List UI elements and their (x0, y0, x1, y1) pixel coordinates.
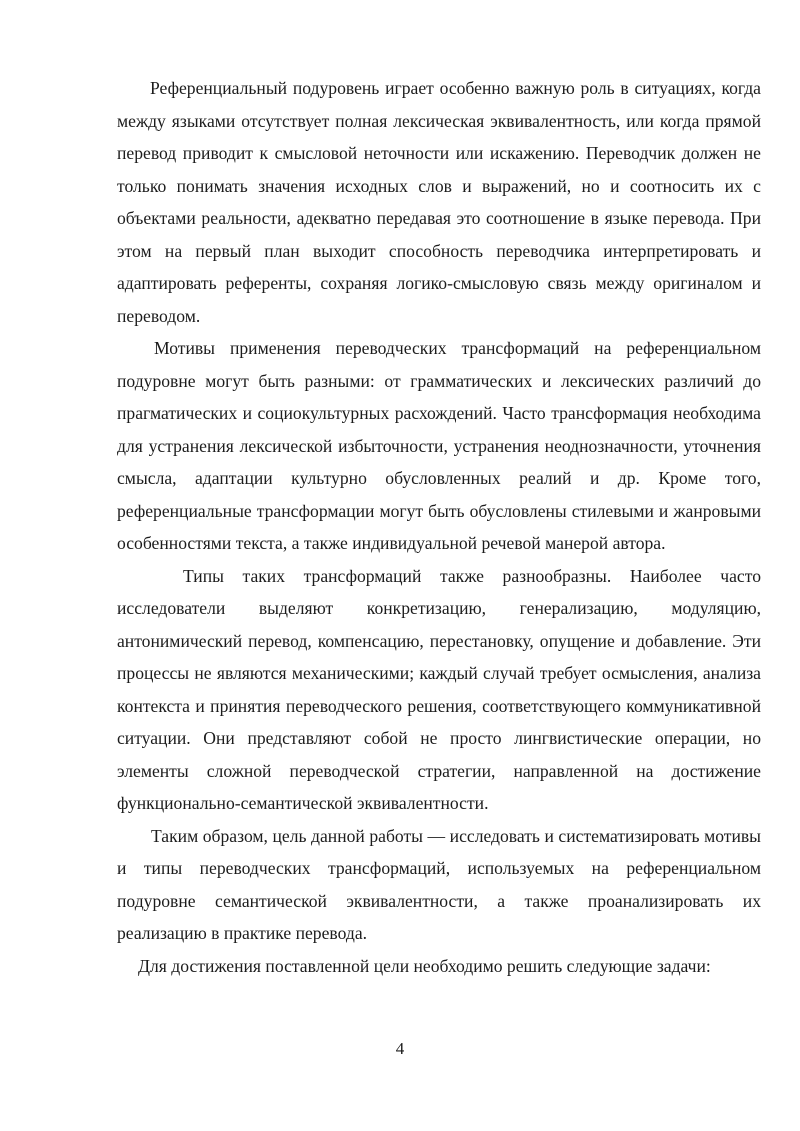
paragraph-referential-sublevel: Референциальный подуровень играет особенно важную роль в ситуациях, когда между языками отсутствует полная лексическая эквивалентность, или когда прямой перевод приводит к смысловой неточности или искажению. Переводчик должен не только понимать значения исходных слов и выражений, но и соотносить их с объектами реальности, адекватно передавая это соотношение в языке перевода. При этом на первый план выходит способность переводчика интерпретировать и адаптировать референты, сохраняя логико-смысловую связь между оригиналом и переводом. (117, 78, 761, 326)
paragraph-transformation-types: Типы таких трансформаций также разнообразны. Наиболее часто исследователи выделяют конкретизацию, генерализацию, модуляцию, антонимический перевод, компенсацию, перестановку, опущение и добавление. Эти процессы не являются механическими; каждый случай требует осмысления, анализа контекста и принятия переводческого решения, соответствующего коммуникативной ситуации. Они представляют собой не просто лингвистические операции, но элементы сложной переводческой стратегии, направленной на достижение функционально-семантической эквивалентности. (117, 565, 761, 813)
paragraph-tasks-intro: Для достижения поставленной цели необходимо решить следующие задачи: (138, 955, 711, 976)
paragraph-transformation-motives: Мотивы применения переводческих трансформаций на референциальном подуровне могут быть разными: от грамматических и лексических различий до прагматических и социокультурных расхождений. Часто трансформация необходима для устранения лексической избыточности, устранения неоднозначности, уточнения смысла, адаптации культурно обусловленных реалий и др. Кроме того, референциальные трансформации могут быть обусловлены стилевыми и жанровыми особенностями текста, а также индивидуальной речевой манерой автора. (117, 338, 761, 553)
paragraph-research-goal: Таким образом, цель данной работы — исследовать и систематизировать мотивы и типы переводческих трансформаций, используемых на референциальном подуровне семантической эквивалентности, а также проанализировать их реализацию в практике перевода. (117, 825, 761, 943)
page-number: 4 (395, 1039, 405, 1058)
body-text (117, 72, 761, 982)
